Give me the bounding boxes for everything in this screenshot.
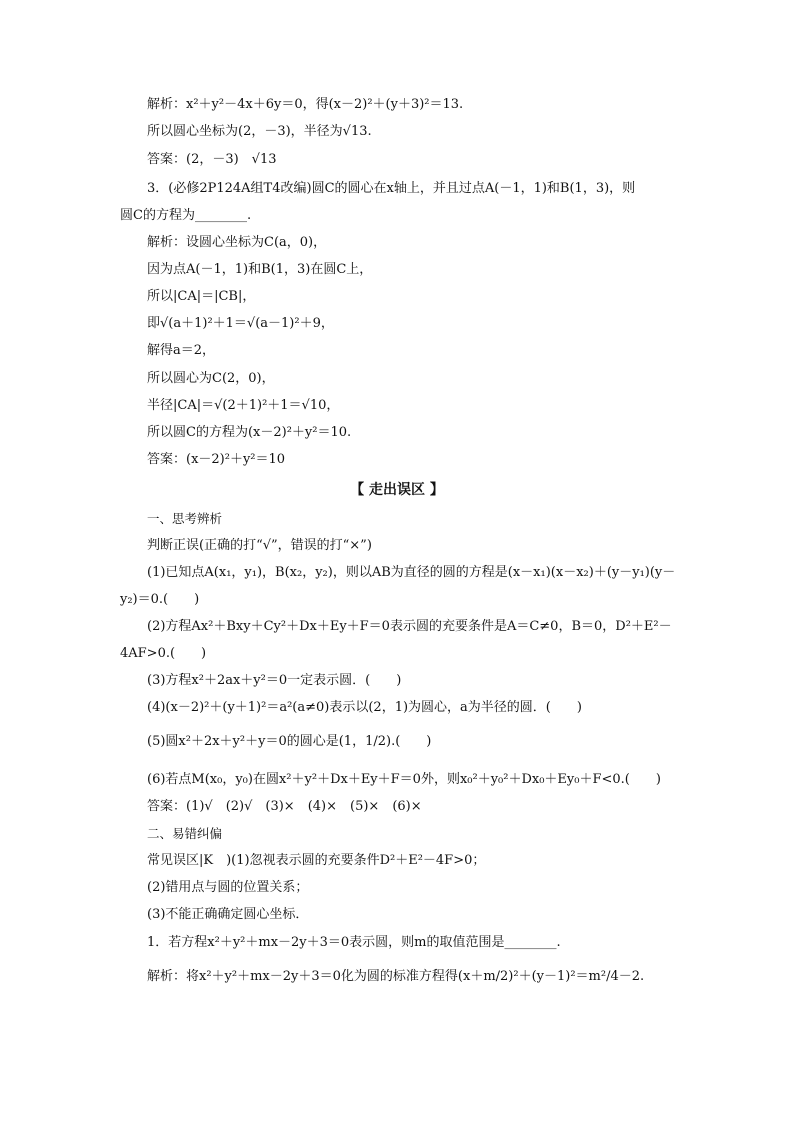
solution-3-line-7: 半径|CA|＝√(2＋1)²＋1＝√10， xyxy=(147,398,340,413)
subsection-2-title: 二、易错纠偏 xyxy=(147,826,223,841)
solution-3-line-2: 因为点A(－1，1)和B(1，3)在圆C上， xyxy=(147,262,373,277)
problem-3-line-2: 圆C的方程为________. xyxy=(120,208,252,223)
exercise-1: 1．若方程x²＋y²＋mx－2y＋3＝0表示圆，则m的取值范围是________. xyxy=(147,935,561,950)
solution-line-1: 解析：x²＋y²－4x＋6y＝0，得(x－2)²＋(y＋3)²＝13. xyxy=(147,97,464,112)
solution-3-line-4: 即√(a＋1)²＋1＝√(a－1)²＋9， xyxy=(147,316,334,331)
item-3: (3)方程x²＋2ax＋y²＝0一定表示圆．( ) xyxy=(147,673,402,688)
answer-line-2: 答案：(2，－3) √13 xyxy=(147,152,277,167)
solution-3-line-3: 所以|CA|＝|CB|， xyxy=(147,289,256,304)
item-2-line-2: 4AF>0.( ) xyxy=(120,646,207,661)
solution-line-2: 所以圆心坐标为(2，－3)，半径为√13. xyxy=(147,124,372,139)
item-1-line-1: (1)已知点A(x₁，y₁)，B(x₂，y₂)，则以AB为直径的圆的方程是(x－x₁)(x－x₂)＋(y－y₁)(y－ xyxy=(147,565,676,580)
answers-line: 答案：(1)√ (2)√ (3)× (4)× (5)× (6)× xyxy=(147,799,422,814)
solution-3-line-6: 所以圆心为C(2，0)， xyxy=(147,371,275,386)
item-4: (4)(x－2)²＋(y＋1)²＝a²(a≠0)表示以(2，1)为圆心，a为半径的圆．( ) xyxy=(147,700,582,715)
instruction-line: 判断正误(正确的打“√”，错误的打“×”) xyxy=(147,538,372,553)
item-1-line-2: y₂)＝0.( ) xyxy=(120,592,200,607)
item-5: (5)圆x²＋2x＋y²＋y＝0的圆心是(1，1/2).( ) xyxy=(147,734,432,749)
answer-3: 答案：(x－2)²＋y²＝10 xyxy=(147,452,286,467)
mistake-line-3: (3)不能正确确定圆心坐标． xyxy=(147,907,309,922)
mistake-line-2: (2)错用点与圆的位置关系； xyxy=(147,880,309,895)
item-6: (6)若点M(x₀，y₀)在圆x²＋y²＋Dx＋Ey＋F＝0外，则x₀²＋y₀²＋Dx₀＋Ey₀＋F<0.( ) xyxy=(147,772,661,787)
problem-3-line-1: 3．(必修2P124A组T4改编)圆C的圆心在x轴上，并且过点A(－1，1)和B(1，3)，则 xyxy=(147,181,636,196)
item-2-line-1: (2)方程Ax²＋Bxy＋Cy²＋Dx＋Ey＋F＝0表示圆的充要条件是A＝C≠0，B＝0，D²＋E²－ xyxy=(147,619,672,634)
mistake-line-1: 常见误区|K )(1)忽视表示圆的充要条件D²＋E²－4F>0； xyxy=(147,853,486,868)
exercise-1-solution: 解析：将x²＋y²＋mx－2y＋3＝0化为圆的标准方程得(x＋m/2)²＋(y－1)²＝m²/4－2. xyxy=(147,969,645,984)
solution-3-line-1: 解析：设圆心坐标为C(a，0)， xyxy=(147,235,327,250)
solution-3-line-5: 解得a＝2， xyxy=(147,343,216,358)
subsection-1-title: 一、思考辨析 xyxy=(147,511,223,526)
section-heading: 【 走出误区 】 xyxy=(350,482,444,498)
solution-3-line-8: 所以圆C的方程为(x－2)²＋y²＝10. xyxy=(147,425,352,440)
